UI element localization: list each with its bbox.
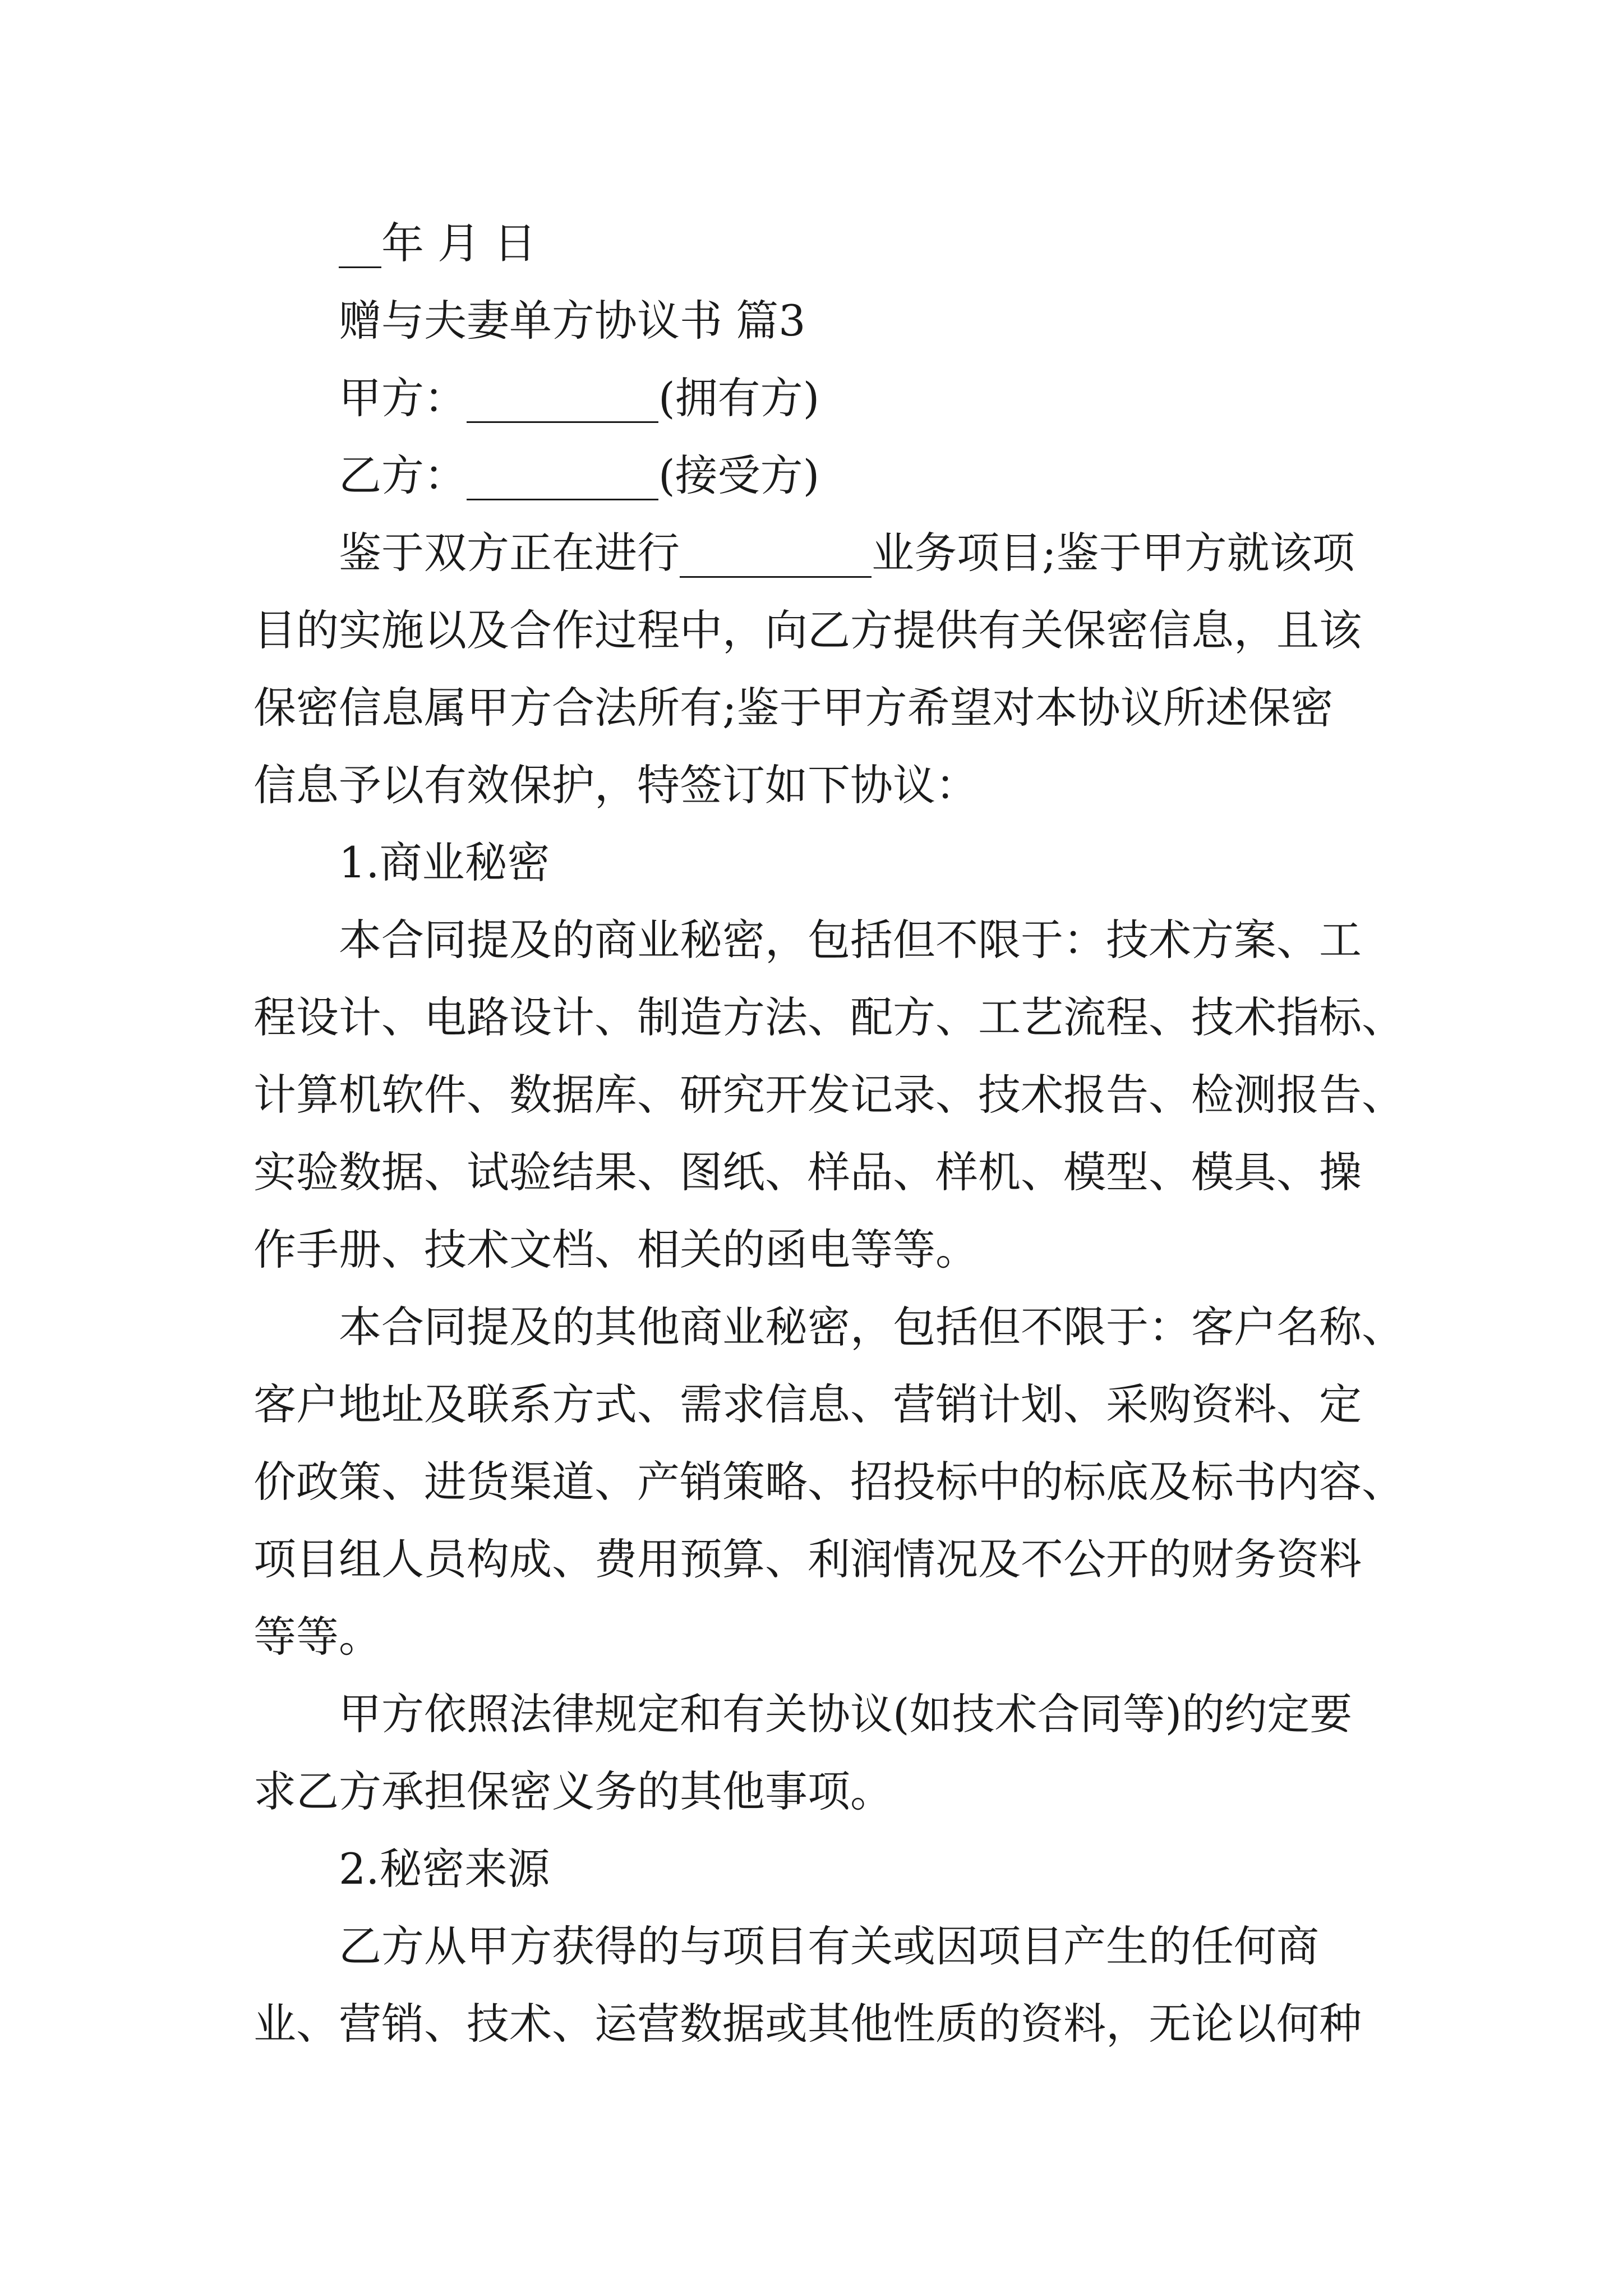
text-line: 实验数据、试验结果、图纸、样品、样机、模型、模具、操	[253, 1147, 1362, 1197]
text-line: 本合同提及的商业秘密，包括但不限于：技术方案、工	[339, 915, 1362, 965]
clause-heading: 1.商业秘密	[339, 838, 550, 887]
text-line: 业、营销、技术、运营数据或其他性质的资料，无论以何种	[253, 1999, 1362, 2049]
text-line: 等等。	[253, 1612, 381, 1662]
party-a-line: 甲方：_________(拥有方)	[339, 373, 820, 423]
text-line: 程设计、电路设计、制造方法、配方、工艺流程、技术指标、	[253, 992, 1404, 1042]
text-line: 保密信息属甲方合法所有;鉴于甲方希望对本协议所述保密	[253, 683, 1334, 733]
text-line: 乙方从甲方获得的与项目有关或因项目产生的任何商	[339, 1921, 1319, 1971]
text-line: 目的实施以及合作过程中，向乙方提供有关保密信息，且该	[253, 605, 1362, 655]
party-b-line: 乙方：_________(接受方)	[339, 450, 820, 500]
text-line: 客户地址及联系方式、需求信息、营销计划、采购资料、定	[253, 1379, 1362, 1429]
text-line: 鉴于双方正在进行_________业务项目;鉴于甲方就该项	[339, 528, 1355, 578]
text-line: 甲方依照法律规定和有关协议(如技术合同等)的约定要	[339, 1689, 1353, 1739]
text-line: 价政策、进货渠道、产销策略、招投标中的标底及标书内容、	[253, 1457, 1404, 1507]
text-line: 求乙方承担保密义务的其他事项。	[253, 1766, 893, 1816]
text-line: 信息予以有效保护，特签订如下协议：	[253, 760, 978, 810]
date-line: __年 月 日	[339, 218, 537, 268]
clause-heading: 2.秘密来源	[339, 1844, 550, 1894]
text-line: 项目组人员构成、费用预算、利润情况及不公开的财务资料	[253, 1534, 1362, 1584]
text-line: 计算机软件、数据库、研究开发记录、技术报告、检测报告、	[253, 1070, 1404, 1120]
document-body	[253, 205, 1404, 2063]
section-title: 赠与夫妻单方协议书 篇3	[339, 296, 806, 346]
text-line: 本合同提及的其他商业秘密，包括但不限于：客户名称、	[339, 1302, 1404, 1352]
text-line: 作手册、技术文档、相关的函电等等。	[253, 1225, 978, 1274]
